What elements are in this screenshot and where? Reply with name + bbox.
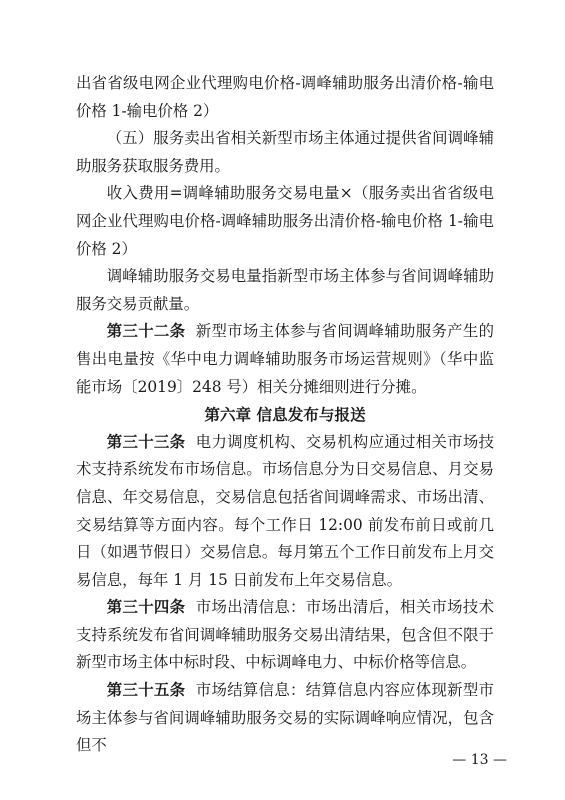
article-label: 第三十三条 [106,432,186,451]
article-body: 市场出清信息：市场出清后，相关市场技术支持系统发布省间调峰辅助服务交易出清结果，包含但不限于新型市场主体中标时段、中标调峰电力、中标价格等信息。 [76,598,494,672]
paragraph-item-five: （五）服务卖出省相关新型市场主体通过提供省间调峰辅助服务获取服务费用。 [76,129,494,175]
paragraph-income-formula: 收入费用=调峰辅助服务交易电量×（服务卖出省省级电网企业代理购电价格-调峰辅助服务出清价格-输电价格 1-输电价格 2） [76,184,494,258]
article-32 [76,318,494,401]
paragraph-continuation: 出省省级电网企业代理购电价格-调峰辅助服务出清价格-输电价格 1-输电价格 2） [76,74,494,120]
body-text [76,70,494,760]
article-body: 市场结算信息：结算信息内容应体现新型市场主体参与省间调峰辅助服务交易的实际调峰响应情况，包含但不 [76,681,494,755]
article-34 [76,594,494,677]
article-body: 新型市场主体参与省间调峰辅助服务产生的售出电量按《华中电力调峰辅助服务市场运营规则》（华中监能市场〔2019〕248 号）相关分摊细则进行分摊。 [76,322,494,396]
paragraph-volume-definition: 调峰辅助服务交易电量指新型市场主体参与省间调峰辅助服务交易贡献量。 [76,267,494,313]
article-body: 电力调度机构、交易机构应通过相关市场技术支持系统发布市场信息。市场信息分为日交易信息、月交易信息、年交易信息，交易信息包括省间调峰需求、市场出清、交易结算等方面内容。每个工作日 12:00 前发布前日或前几日（如遇节假日）交易信息。每月第五个工作日前发布上月交易信息，每年 1 月 15 日前发布上年交易信息。 [76,432,494,589]
chapter-heading: 第六章 信息发布与报送 [204,405,366,425]
article-35 [76,677,494,760]
article-label: 第三十四条 [106,598,186,617]
article-33 [76,429,494,595]
article-label: 第三十五条 [106,681,186,700]
page-number: — 13 — [452,752,507,768]
article-label: 第三十二条 [106,322,186,341]
